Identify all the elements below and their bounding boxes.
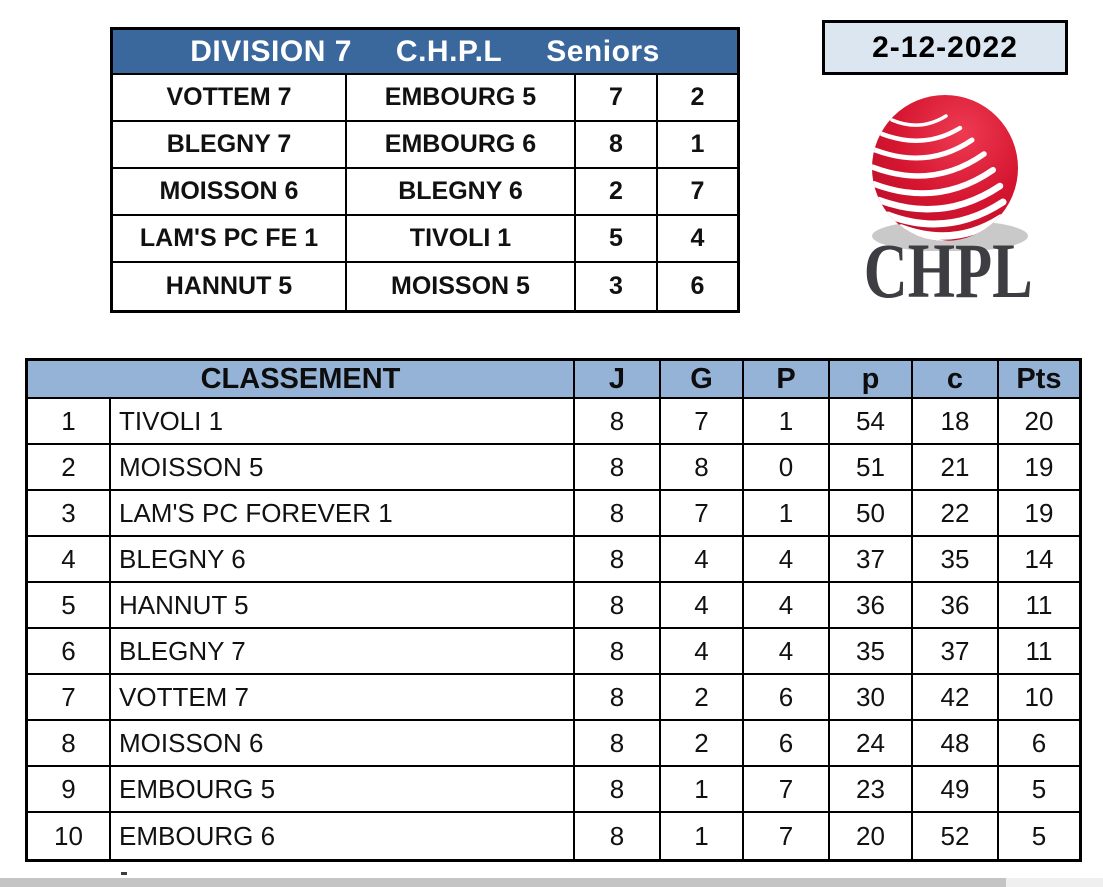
date-box (822, 20, 1068, 75)
team-cell: VOTTEM 7 (111, 675, 575, 721)
points-for-cell: 54 (830, 399, 913, 445)
results-table (110, 27, 740, 313)
points-against-cell: 49 (913, 767, 999, 813)
points-against-cell: 36 (913, 583, 999, 629)
played-cell: 8 (575, 629, 661, 675)
won-cell: 7 (661, 491, 744, 537)
points-against-cell: 48 (913, 721, 999, 767)
pts-cell: 20 (999, 399, 1079, 445)
team-cell: LAM'S PC FOREVER 1 (111, 491, 575, 537)
points-against-cell: 42 (913, 675, 999, 721)
col-header-pts: Pts (999, 361, 1079, 399)
points-for-cell: 36 (830, 583, 913, 629)
away-team-cell: EMBOURG 5 (347, 75, 576, 122)
away-team-cell: BLEGNY 6 (347, 169, 576, 216)
rank-cell: 6 (28, 629, 111, 675)
won-cell: 1 (661, 813, 744, 859)
lost-cell: 4 (744, 583, 830, 629)
team-cell: BLEGNY 6 (111, 537, 575, 583)
away-score-cell: 1 (658, 122, 737, 169)
points-for-cell: 24 (830, 721, 913, 767)
away-score-cell: 4 (658, 216, 737, 263)
standings-table (25, 358, 1082, 862)
won-cell: 4 (661, 629, 744, 675)
points-against-cell: 35 (913, 537, 999, 583)
lost-cell: 6 (744, 675, 830, 721)
away-team-cell: MOISSON 5 (347, 263, 576, 310)
chpl-logo-text: CHPL (863, 227, 1033, 314)
points-for-cell: 35 (830, 629, 913, 675)
pts-cell: 11 (999, 583, 1079, 629)
lost-cell: 4 (744, 629, 830, 675)
lost-cell: 7 (744, 767, 830, 813)
points-against-cell: 37 (913, 629, 999, 675)
category-label: Seniors (546, 34, 660, 68)
standings-row (28, 491, 1079, 537)
played-cell: 8 (575, 445, 661, 491)
played-cell: 8 (575, 675, 661, 721)
rank-cell: 5 (28, 583, 111, 629)
away-score-cell: 6 (690, 272, 705, 300)
points-for-cell: 51 (830, 445, 913, 491)
lost-cell: 1 (744, 399, 830, 445)
match-row (113, 122, 737, 169)
points-for-cell: 23 (830, 767, 913, 813)
rank-cell: 9 (28, 767, 111, 813)
away-score-cell: 2 (658, 75, 737, 122)
rank-cell: 7 (28, 675, 111, 721)
standings-row (28, 767, 1079, 813)
results-table-title (113, 30, 737, 75)
home-team-cell: VOTTEM 7 (113, 75, 347, 122)
match-row (113, 263, 737, 310)
col-header-j: J (575, 361, 661, 399)
division-label: DIVISION 7 (190, 34, 352, 68)
standings-row (28, 629, 1079, 675)
pts-cell: 19 (999, 445, 1079, 491)
classement-header-cell: CLASSEMENT (28, 361, 575, 399)
pts-cell: 19 (999, 491, 1079, 537)
won-cell: 1 (661, 767, 744, 813)
col-header-points-against: c (913, 361, 999, 399)
won-cell: 4 (661, 537, 744, 583)
col-header-p: P (744, 361, 830, 399)
home-team-cell: MOISSON 6 (113, 169, 347, 216)
home-score-cell: 8 (576, 122, 658, 169)
lost-cell: 7 (744, 813, 830, 859)
rank-cell: 10 (28, 813, 111, 859)
match-row (113, 169, 737, 216)
played-cell: 8 (575, 721, 661, 767)
won-cell: 2 (661, 675, 744, 721)
played-cell: 8 (575, 491, 661, 537)
home-team-cell: HANNUT 5 (113, 263, 347, 310)
away-team-cell: TIVOLI 1 (347, 216, 576, 263)
home-score-cell: 7 (576, 75, 658, 122)
team-cell: EMBOURG 5 (111, 767, 575, 813)
home-team-cell: LAM'S PC FE 1 (113, 216, 347, 263)
rank-cell: 2 (28, 445, 111, 491)
played-cell: 8 (575, 399, 661, 445)
won-cell: 7 (661, 399, 744, 445)
pts-cell: 14 (999, 537, 1079, 583)
team-cell: MOISSON 6 (111, 721, 575, 767)
horizontal-scrollbar[interactable] (0, 878, 1103, 887)
team-cell: EMBOURG 6 (111, 813, 575, 859)
pts-cell: 5 (999, 767, 1079, 813)
lost-cell: 6 (744, 721, 830, 767)
pts-cell: 10 (999, 675, 1079, 721)
standings-row (28, 537, 1079, 583)
team-cell: TIVOLI 1 (111, 399, 575, 445)
played-cell: 8 (575, 767, 661, 813)
standings-row (28, 445, 1079, 491)
team-cell: BLEGNY 7 (111, 629, 575, 675)
pts-cell: 11 (999, 629, 1079, 675)
rank-cell: 1 (28, 399, 111, 445)
lost-cell: 0 (744, 445, 830, 491)
pts-cell: 5 (1031, 820, 1047, 851)
team-cell: HANNUT 5 (111, 583, 575, 629)
standings-row (28, 399, 1079, 445)
date-label: 2-12-2022 (872, 30, 1018, 64)
standings-row (28, 721, 1079, 767)
standings-row (28, 813, 1079, 859)
rank-cell: 4 (28, 537, 111, 583)
col-header-g: G (661, 361, 744, 399)
points-for-cell: 30 (830, 675, 913, 721)
league-label: C.H.P.L (395, 34, 503, 68)
points-against-cell: 21 (913, 445, 999, 491)
results-table-body (113, 75, 737, 310)
points-for-cell: 37 (830, 537, 913, 583)
chpl-logo (840, 86, 1065, 318)
standings-header (28, 361, 1079, 399)
standings-body (28, 399, 1079, 859)
match-row (113, 216, 737, 263)
points-for-cell: 20 (830, 813, 913, 859)
lost-cell: 4 (744, 537, 830, 583)
played-cell: 8 (575, 813, 661, 859)
won-cell: 2 (661, 721, 744, 767)
stray-mark (121, 872, 127, 875)
rank-cell: 8 (28, 721, 111, 767)
points-for-cell: 50 (830, 491, 913, 537)
home-team-cell: BLEGNY 7 (113, 122, 347, 169)
points-against-cell: 52 (913, 813, 999, 859)
rank-cell: 3 (28, 491, 111, 537)
match-row (113, 75, 737, 122)
home-score-cell: 2 (576, 169, 658, 216)
home-score-cell: 3 (576, 263, 658, 310)
away-score-cell: 7 (658, 169, 737, 216)
standings-row (28, 583, 1079, 629)
won-cell: 4 (661, 583, 744, 629)
won-cell: 8 (661, 445, 744, 491)
col-header-points-for: p (830, 361, 913, 399)
horizontal-scrollbar-thumb[interactable] (0, 878, 1006, 887)
played-cell: 8 (575, 537, 661, 583)
points-against-cell: 18 (913, 399, 999, 445)
home-score-cell: 5 (576, 216, 658, 263)
away-team-cell: EMBOURG 6 (347, 122, 576, 169)
points-against-cell: 22 (913, 491, 999, 537)
lost-cell: 1 (744, 491, 830, 537)
pts-cell: 6 (999, 721, 1079, 767)
standings-row (28, 675, 1079, 721)
played-cell: 8 (575, 583, 661, 629)
team-cell: MOISSON 5 (111, 445, 575, 491)
